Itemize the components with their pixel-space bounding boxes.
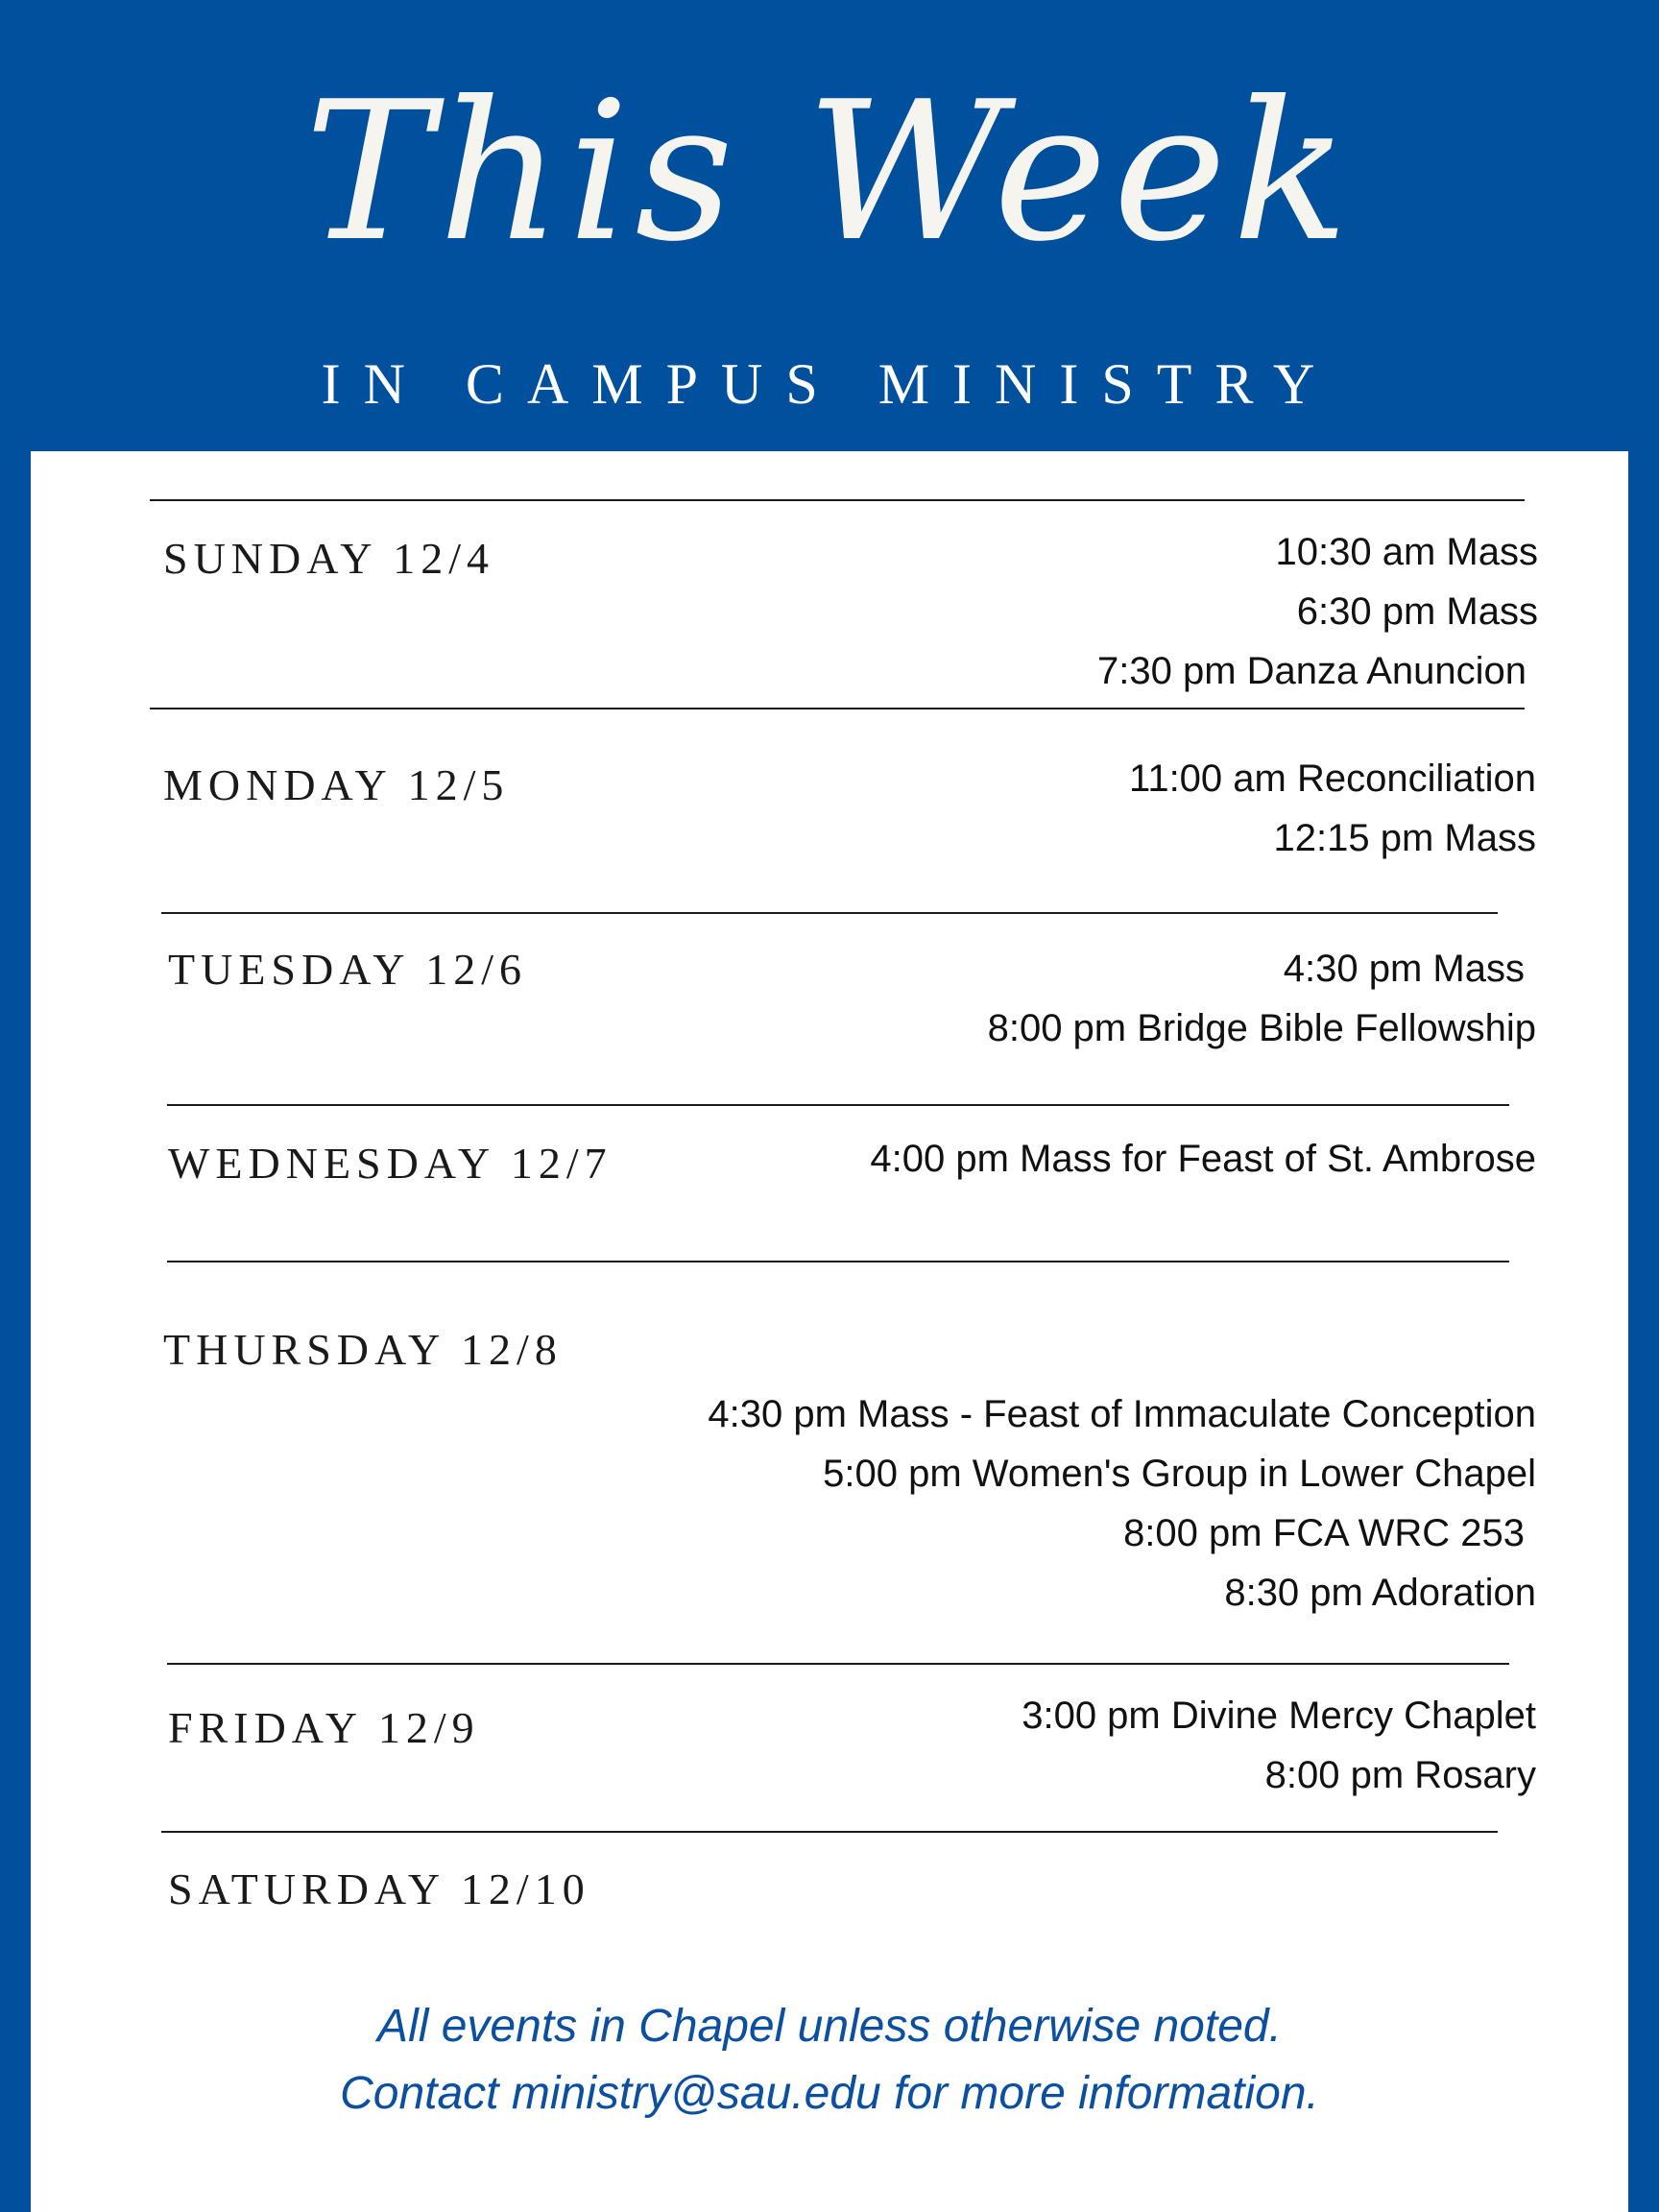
day-label-monday: MONDAY 12/5 — [163, 760, 510, 809]
event-item: 4:00 pm Mass for Feast of St. Ambrose — [870, 1138, 1536, 1180]
day-label-saturday: SATURDAY 12/10 — [168, 1864, 590, 1913]
event-item: 5:00 pm Women's Group in Lower Chapel — [823, 1453, 1536, 1495]
divider — [167, 1104, 1509, 1106]
event-item: 11:00 am Reconciliation — [1129, 757, 1536, 800]
event-item: 4:30 pm Mass - Feast of Immaculate Conception — [708, 1393, 1536, 1435]
divider — [167, 1261, 1509, 1262]
page-subtitle: IN CAMPUS MINISTRY — [321, 352, 1338, 416]
divider — [161, 1831, 1498, 1833]
divider — [167, 1663, 1509, 1665]
divider — [150, 499, 1525, 501]
event-item: 3:00 pm Divine Mercy Chaplet — [1022, 1695, 1536, 1737]
footer-contact: Contact ministry@sau.edu for more information. — [340, 2068, 1319, 2119]
footer-note: All events in Chapel unless otherwise noted. — [377, 2001, 1282, 2052]
day-label-tuesday: TUESDAY 12/6 — [168, 945, 528, 994]
event-item: 12:15 pm Mass — [1273, 817, 1536, 859]
header-banner — [0, 0, 1659, 451]
day-label-thursday: THURSDAY 12/8 — [163, 1325, 563, 1374]
event-item: 8:30 pm Adoration — [1224, 1572, 1536, 1614]
events-tuesday — [988, 939, 1536, 1058]
day-label-friday: FRIDAY 12/9 — [168, 1703, 480, 1752]
event-item: 4:30 pm Mass — [1283, 948, 1525, 990]
events-wednesday — [870, 1129, 1536, 1189]
divider — [150, 708, 1525, 709]
page-title: This Week — [304, 60, 1355, 284]
events-friday — [1022, 1686, 1536, 1805]
event-item: 8:00 pm FCA WRC 253 — [1123, 1512, 1525, 1554]
event-item: 8:00 pm Bridge Bible Fellowship — [987, 1007, 1536, 1049]
divider — [161, 912, 1498, 914]
event-item: 6:30 pm Mass — [1296, 590, 1538, 633]
schedule-panel — [31, 451, 1628, 2212]
events-sunday — [1097, 522, 1538, 701]
event-item: 10:30 am Mass — [1275, 531, 1538, 573]
day-label-sunday: SUNDAY 12/4 — [163, 534, 495, 583]
events-monday — [1129, 749, 1536, 868]
events-thursday — [708, 1384, 1536, 1623]
event-item: 8:00 pm Rosary — [1264, 1754, 1536, 1796]
day-label-wednesday: WEDNESDAY 12/7 — [168, 1139, 613, 1188]
event-item: 7:30 pm Danza Anuncion — [1097, 650, 1527, 692]
